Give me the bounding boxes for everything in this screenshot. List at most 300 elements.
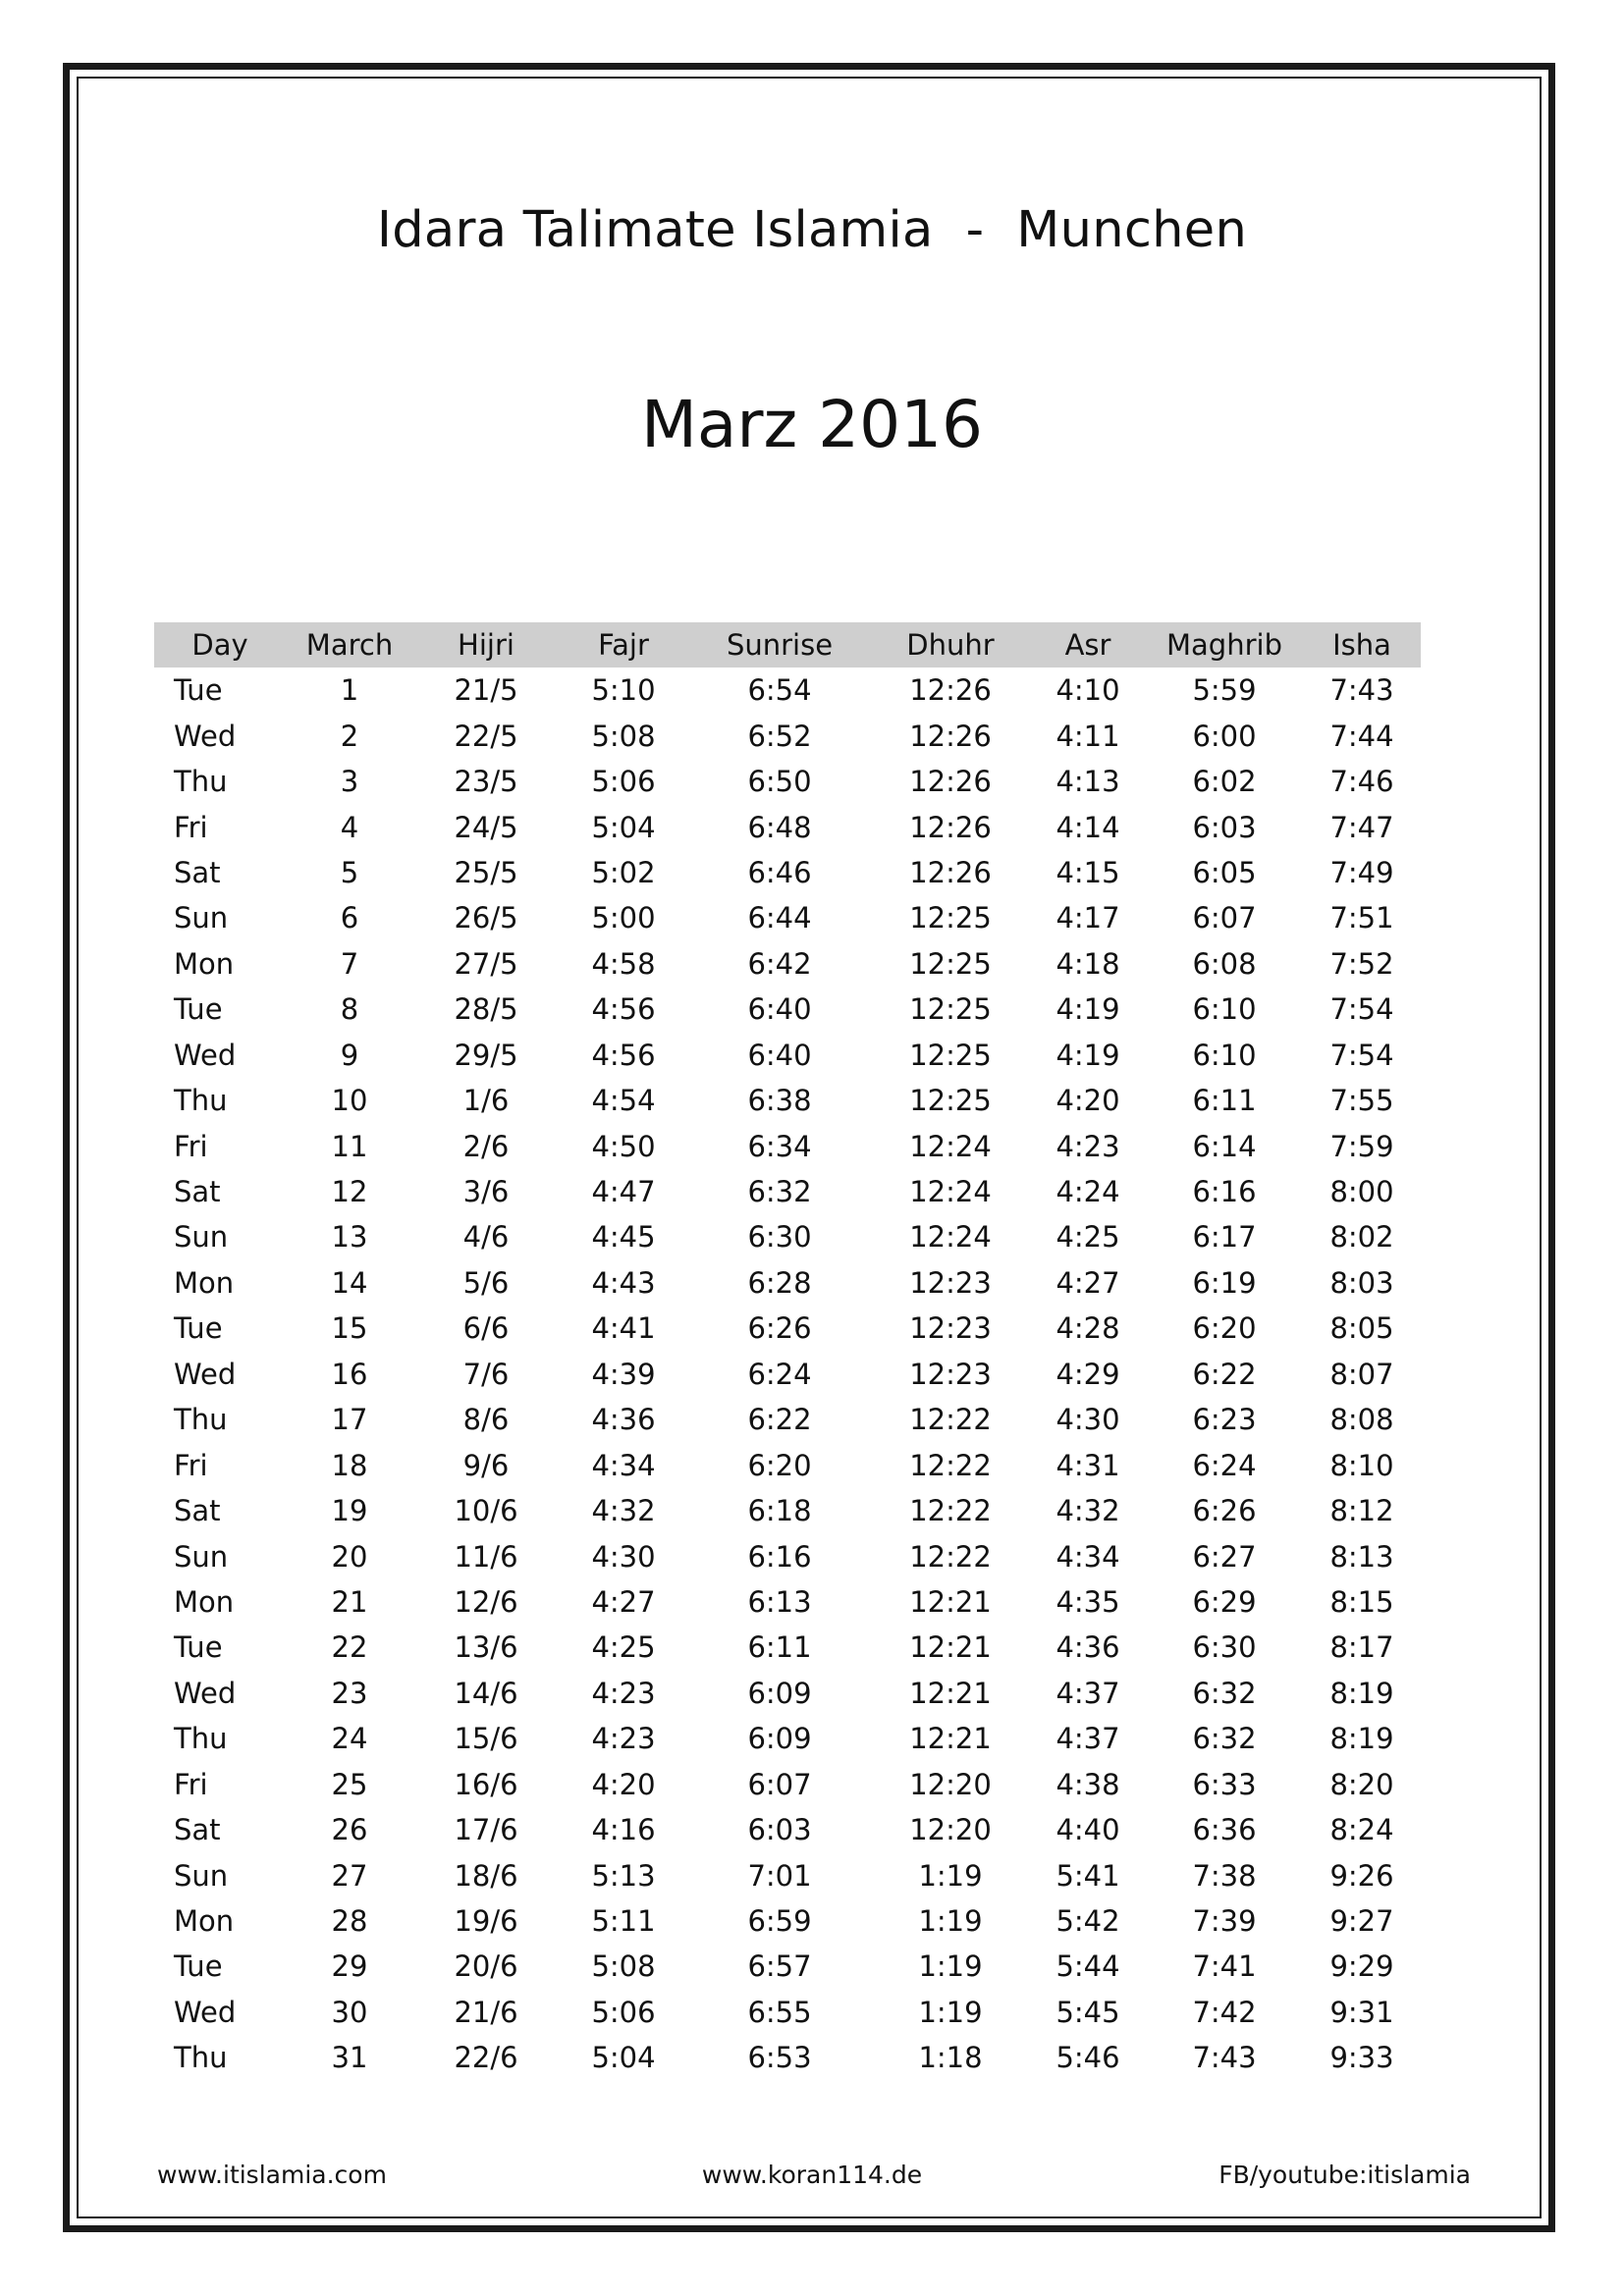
cell-maghrib: 6:24	[1192, 1448, 1257, 1482]
cell-maghrib: 6:07	[1192, 901, 1257, 935]
cell-fajr: 4:41	[591, 1311, 656, 1346]
table-row	[154, 2035, 1421, 2080]
cell-maghrib: 6:26	[1192, 1494, 1257, 1528]
cell-maghrib: 6:14	[1192, 1129, 1257, 1163]
cell-isha: 8:13	[1329, 1539, 1394, 1574]
table-row	[154, 1533, 1421, 1578]
cell-fajr: 5:08	[591, 1949, 656, 1984]
cell-dhuhr: 12:23	[909, 1357, 992, 1391]
cell-hijri: 12/6	[454, 1584, 518, 1619]
cell-asr: 4:24	[1056, 1175, 1120, 1209]
cell-sunrise: 6:22	[747, 1403, 812, 1437]
cell-day: Thu	[174, 1084, 228, 1118]
cell-hijri: 28/5	[454, 992, 518, 1027]
cell-isha: 7:55	[1329, 1084, 1394, 1118]
cell-fajr: 4:27	[591, 1584, 656, 1619]
cell-dhuhr: 12:21	[909, 1630, 992, 1665]
cell-isha: 8:24	[1329, 1813, 1394, 1847]
cell-asr: 5:42	[1056, 1904, 1120, 1939]
cell-day: Sun	[174, 1539, 229, 1574]
cell-sunrise: 6:18	[747, 1494, 812, 1528]
column-header-hijri: Hijri	[413, 622, 559, 667]
cell-hijri: 26/5	[454, 901, 518, 935]
cell-march: 18	[331, 1448, 368, 1482]
table-row	[154, 850, 1421, 895]
cell-asr: 4:10	[1056, 673, 1120, 708]
cell-dhuhr: 12:22	[909, 1539, 992, 1574]
cell-asr: 4:38	[1056, 1767, 1120, 1801]
table-row	[154, 713, 1421, 758]
cell-maghrib: 6:16	[1192, 1175, 1257, 1209]
cell-maghrib: 6:19	[1192, 1265, 1257, 1300]
footer-website-link[interactable]: www.itislamia.com	[157, 2161, 387, 2189]
cell-sunrise: 6:09	[747, 1676, 812, 1710]
cell-sunrise: 6:07	[747, 1767, 812, 1801]
cell-dhuhr: 12:23	[909, 1265, 992, 1300]
cell-day: Fri	[174, 810, 208, 844]
cell-dhuhr: 12:26	[909, 765, 992, 799]
table-row	[154, 1898, 1421, 1944]
cell-day: Thu	[174, 2041, 228, 2075]
cell-isha: 9:26	[1329, 1858, 1394, 1893]
cell-hijri: 16/6	[454, 1767, 518, 1801]
cell-dhuhr: 12:22	[909, 1494, 992, 1528]
cell-dhuhr: 12:25	[909, 946, 992, 981]
cell-day: Tue	[174, 1949, 223, 1984]
cell-dhuhr: 1:19	[918, 1858, 983, 1893]
cell-asr: 4:14	[1056, 810, 1120, 844]
cell-dhuhr: 12:26	[909, 855, 992, 889]
cell-asr: 4:37	[1056, 1722, 1120, 1756]
cell-isha: 8:08	[1329, 1403, 1394, 1437]
cell-asr: 4:19	[1056, 1038, 1120, 1072]
table-body	[154, 667, 1421, 2081]
table-row	[154, 1306, 1421, 1351]
cell-fajr: 4:23	[591, 1722, 656, 1756]
table-row	[154, 941, 1421, 987]
cell-sunrise: 6:40	[747, 992, 812, 1027]
cell-march: 8	[340, 992, 359, 1027]
cell-sunrise: 6:16	[747, 1539, 812, 1574]
cell-asr: 4:35	[1056, 1584, 1120, 1619]
cell-isha: 7:59	[1329, 1129, 1394, 1163]
cell-isha: 8:19	[1329, 1722, 1394, 1756]
cell-dhuhr: 12:22	[909, 1448, 992, 1482]
cell-march: 11	[331, 1129, 368, 1163]
cell-hijri: 22/6	[454, 2041, 518, 2075]
cell-isha: 8:02	[1329, 1220, 1394, 1255]
cell-day: Tue	[174, 992, 223, 1027]
cell-asr: 4:34	[1056, 1539, 1120, 1574]
cell-fajr: 4:58	[591, 946, 656, 981]
table-row	[154, 1762, 1421, 1807]
column-header-sunrise: Sunrise	[688, 622, 871, 667]
table-row	[154, 895, 1421, 940]
cell-dhuhr: 12:22	[909, 1403, 992, 1437]
cell-hijri: 23/5	[454, 765, 518, 799]
table-row	[154, 1944, 1421, 1989]
cell-isha: 7:44	[1329, 719, 1394, 753]
cell-march: 25	[331, 1767, 368, 1801]
cell-fajr: 4:30	[591, 1539, 656, 1574]
cell-fajr: 5:10	[591, 673, 656, 708]
cell-hijri: 8/6	[462, 1403, 510, 1437]
cell-march: 14	[331, 1265, 368, 1300]
cell-day: Thu	[174, 765, 228, 799]
table-row	[154, 1078, 1421, 1123]
cell-hijri: 15/6	[454, 1722, 518, 1756]
cell-asr: 5:46	[1056, 2041, 1120, 2075]
cell-day: Wed	[174, 1357, 237, 1391]
cell-maghrib: 6:32	[1192, 1722, 1257, 1756]
cell-fajr: 4:20	[591, 1767, 656, 1801]
table-row	[154, 1033, 1421, 1078]
cell-isha: 9:33	[1329, 2041, 1394, 2075]
cell-march: 28	[331, 1904, 368, 1939]
cell-hijri: 3/6	[462, 1175, 510, 1209]
cell-march: 17	[331, 1403, 368, 1437]
cell-hijri: 6/6	[462, 1311, 510, 1346]
cell-hijri: 14/6	[454, 1676, 518, 1710]
cell-fajr: 4:32	[591, 1494, 656, 1528]
cell-fajr: 5:11	[591, 1904, 656, 1939]
footer-social-handle: FB/youtube:itislamia	[1218, 2161, 1471, 2189]
cell-isha: 9:29	[1329, 1949, 1394, 1984]
cell-isha: 7:49	[1329, 855, 1394, 889]
cell-hijri: 19/6	[454, 1904, 518, 1939]
cell-march: 5	[340, 855, 359, 889]
cell-isha: 8:05	[1329, 1311, 1394, 1346]
cell-asr: 5:45	[1056, 1995, 1120, 2029]
cell-fajr: 4:16	[591, 1813, 656, 1847]
cell-asr: 5:44	[1056, 1949, 1120, 1984]
cell-dhuhr: 12:20	[909, 1767, 992, 1801]
cell-maghrib: 6:20	[1192, 1311, 1257, 1346]
cell-hijri: 20/6	[454, 1949, 518, 1984]
cell-fajr: 4:23	[591, 1676, 656, 1710]
cell-isha: 8:17	[1329, 1630, 1394, 1665]
cell-fajr: 5:00	[591, 901, 656, 935]
table-row	[154, 759, 1421, 804]
cell-sunrise: 6:50	[747, 765, 812, 799]
cell-sunrise: 6:26	[747, 1311, 812, 1346]
cell-day: Sun	[174, 1220, 229, 1255]
cell-march: 15	[331, 1311, 368, 1346]
cell-isha: 9:27	[1329, 1904, 1394, 1939]
cell-hijri: 24/5	[454, 810, 518, 844]
cell-fajr: 5:06	[591, 765, 656, 799]
column-header-day: Day	[154, 622, 286, 667]
cell-dhuhr: 12:25	[909, 1084, 992, 1118]
cell-day: Sun	[174, 1858, 229, 1893]
cell-isha: 7:54	[1329, 992, 1394, 1027]
cell-sunrise: 6:57	[747, 1949, 812, 1984]
cell-maghrib: 6:02	[1192, 765, 1257, 799]
cell-march: 13	[331, 1220, 368, 1255]
cell-hijri: 4/6	[462, 1220, 510, 1255]
cell-isha: 7:47	[1329, 810, 1394, 844]
column-header-asr: Asr	[1030, 622, 1146, 667]
cell-fajr: 5:02	[591, 855, 656, 889]
cell-sunrise: 6:55	[747, 1995, 812, 2029]
cell-asr: 4:18	[1056, 946, 1120, 981]
cell-asr: 4:17	[1056, 901, 1120, 935]
cell-asr: 4:40	[1056, 1813, 1120, 1847]
cell-sunrise: 6:59	[747, 1904, 812, 1939]
cell-maghrib: 6:08	[1192, 946, 1257, 981]
cell-dhuhr: 12:26	[909, 673, 992, 708]
cell-sunrise: 7:01	[747, 1858, 812, 1893]
cell-hijri: 21/5	[454, 673, 518, 708]
cell-asr: 4:20	[1056, 1084, 1120, 1118]
cell-maghrib: 6:17	[1192, 1220, 1257, 1255]
cell-march: 23	[331, 1676, 368, 1710]
cell-day: Tue	[174, 1630, 223, 1665]
cell-march: 29	[331, 1949, 368, 1984]
table-row	[154, 1260, 1421, 1306]
cell-isha: 7:52	[1329, 946, 1394, 981]
cell-march: 30	[331, 1995, 368, 2029]
table-row	[154, 1488, 1421, 1533]
cell-maghrib: 6:10	[1192, 1038, 1257, 1072]
cell-hijri: 25/5	[454, 855, 518, 889]
cell-day: Mon	[174, 1265, 235, 1300]
cell-sunrise: 6:13	[747, 1584, 812, 1619]
cell-asr: 4:28	[1056, 1311, 1120, 1346]
cell-hijri: 27/5	[454, 946, 518, 981]
cell-asr: 4:19	[1056, 992, 1120, 1027]
table-row	[154, 1671, 1421, 1716]
cell-dhuhr: 1:19	[918, 1949, 983, 1984]
cell-fajr: 4:50	[591, 1129, 656, 1163]
cell-day: Sun	[174, 901, 229, 935]
cell-sunrise: 6:46	[747, 855, 812, 889]
cell-day: Wed	[174, 1676, 237, 1710]
cell-march: 20	[331, 1539, 368, 1574]
cell-dhuhr: 12:21	[909, 1722, 992, 1756]
cell-hijri: 13/6	[454, 1630, 518, 1665]
cell-fajr: 5:13	[591, 1858, 656, 1893]
column-header-march: March	[286, 622, 413, 667]
cell-dhuhr: 12:21	[909, 1676, 992, 1710]
table-row	[154, 1625, 1421, 1670]
cell-day: Mon	[174, 1904, 235, 1939]
cell-hijri: 7/6	[462, 1357, 510, 1391]
cell-hijri: 9/6	[462, 1448, 510, 1482]
cell-asr: 4:25	[1056, 1220, 1120, 1255]
cell-day: Tue	[174, 1311, 223, 1346]
cell-dhuhr: 12:24	[909, 1220, 992, 1255]
cell-day: Fri	[174, 1448, 208, 1482]
table-row	[154, 804, 1421, 849]
cell-isha: 8:00	[1329, 1175, 1394, 1209]
cell-asr: 4:29	[1056, 1357, 1120, 1391]
cell-hijri: 29/5	[454, 1038, 518, 1072]
cell-asr: 4:27	[1056, 1265, 1120, 1300]
cell-sunrise: 6:30	[747, 1220, 812, 1255]
cell-maghrib: 6:03	[1192, 810, 1257, 844]
cell-asr: 4:37	[1056, 1676, 1120, 1710]
column-header-isha: Isha	[1303, 622, 1421, 667]
cell-isha: 8:12	[1329, 1494, 1394, 1528]
column-header-dhuhr: Dhuhr	[871, 622, 1030, 667]
cell-sunrise: 6:09	[747, 1722, 812, 1756]
cell-isha: 7:51	[1329, 901, 1394, 935]
cell-maghrib: 6:00	[1192, 719, 1257, 753]
cell-march: 4	[340, 810, 359, 844]
cell-hijri: 21/6	[454, 1995, 518, 2029]
cell-isha: 9:31	[1329, 1995, 1394, 2029]
cell-hijri: 5/6	[462, 1265, 510, 1300]
cell-maghrib: 7:43	[1192, 2041, 1257, 2075]
cell-march: 7	[340, 946, 359, 981]
cell-asr: 4:31	[1056, 1448, 1120, 1482]
cell-fajr: 4:34	[591, 1448, 656, 1482]
cell-fajr: 4:45	[591, 1220, 656, 1255]
cell-sunrise: 6:40	[747, 1038, 812, 1072]
cell-isha: 8:15	[1329, 1584, 1394, 1619]
cell-maghrib: 6:27	[1192, 1539, 1257, 1574]
cell-dhuhr: 12:25	[909, 992, 992, 1027]
cell-march: 21	[331, 1584, 368, 1619]
cell-day: Fri	[174, 1767, 208, 1801]
cell-day: Mon	[174, 946, 235, 981]
cell-maghrib: 6:36	[1192, 1813, 1257, 1847]
cell-day: Sat	[174, 1494, 221, 1528]
cell-march: 27	[331, 1858, 368, 1893]
table-row	[154, 987, 1421, 1032]
cell-asr: 4:30	[1056, 1403, 1120, 1437]
cell-dhuhr: 12:23	[909, 1311, 992, 1346]
cell-dhuhr: 1:19	[918, 1995, 983, 2029]
cell-dhuhr: 12:21	[909, 1584, 992, 1619]
cell-hijri: 11/6	[454, 1539, 518, 1574]
cell-march: 9	[340, 1038, 359, 1072]
cell-sunrise: 6:44	[747, 901, 812, 935]
cell-hijri: 18/6	[454, 1858, 518, 1893]
cell-day: Fri	[174, 1129, 208, 1163]
cell-fajr: 4:43	[591, 1265, 656, 1300]
table-row	[154, 1442, 1421, 1487]
cell-asr: 4:23	[1056, 1129, 1120, 1163]
cell-sunrise: 6:54	[747, 673, 812, 708]
cell-sunrise: 6:34	[747, 1129, 812, 1163]
cell-isha: 8:03	[1329, 1265, 1394, 1300]
table-row	[154, 1990, 1421, 2035]
cell-sunrise: 6:28	[747, 1265, 812, 1300]
cell-hijri: 2/6	[462, 1129, 510, 1163]
cell-fajr: 4:39	[591, 1357, 656, 1391]
cell-day: Sat	[174, 1175, 221, 1209]
cell-hijri: 17/6	[454, 1813, 518, 1847]
cell-maghrib: 6:23	[1192, 1403, 1257, 1437]
table-row	[154, 1214, 1421, 1259]
cell-sunrise: 6:42	[747, 946, 812, 981]
cell-fajr: 4:25	[591, 1630, 656, 1665]
table-row	[154, 1579, 1421, 1625]
cell-sunrise: 6:32	[747, 1175, 812, 1209]
column-header-fajr: Fajr	[559, 622, 688, 667]
cell-fajr: 5:04	[591, 2041, 656, 2075]
cell-isha: 7:46	[1329, 765, 1394, 799]
table-row	[154, 1352, 1421, 1397]
table-row	[154, 1169, 1421, 1214]
cell-maghrib: 6:33	[1192, 1767, 1257, 1801]
cell-day: Wed	[174, 1995, 237, 2029]
cell-asr: 4:15	[1056, 855, 1120, 889]
cell-dhuhr: 12:20	[909, 1813, 992, 1847]
table-row	[154, 1716, 1421, 1761]
cell-hijri: 22/5	[454, 719, 518, 753]
cell-dhuhr: 12:24	[909, 1129, 992, 1163]
cell-march: 6	[340, 901, 359, 935]
cell-day: Tue	[174, 673, 223, 708]
cell-maghrib: 6:22	[1192, 1357, 1257, 1391]
cell-march: 22	[331, 1630, 368, 1665]
cell-maghrib: 6:10	[1192, 992, 1257, 1027]
table-row	[154, 667, 1421, 713]
cell-day: Thu	[174, 1722, 228, 1756]
cell-maghrib: 5:59	[1192, 673, 1257, 708]
cell-sunrise: 6:03	[747, 1813, 812, 1847]
cell-isha: 7:54	[1329, 1038, 1394, 1072]
cell-march: 1	[340, 673, 359, 708]
table-row	[154, 1397, 1421, 1442]
cell-maghrib: 6:30	[1192, 1630, 1257, 1665]
cell-fajr: 5:08	[591, 719, 656, 753]
cell-day: Wed	[174, 719, 237, 753]
cell-march: 12	[331, 1175, 368, 1209]
table-row	[154, 1123, 1421, 1168]
cell-maghrib: 6:29	[1192, 1584, 1257, 1619]
cell-maghrib: 6:11	[1192, 1084, 1257, 1118]
cell-sunrise: 6:38	[747, 1084, 812, 1118]
cell-march: 26	[331, 1813, 368, 1847]
cell-asr: 4:36	[1056, 1630, 1120, 1665]
cell-asr: 4:11	[1056, 719, 1120, 753]
cell-sunrise: 6:48	[747, 810, 812, 844]
table-header-row	[154, 622, 1421, 667]
footer-koran-link[interactable]: www.koran114.de	[701, 2161, 923, 2189]
cell-day: Mon	[174, 1584, 235, 1619]
cell-march: 31	[331, 2041, 368, 2075]
cell-fajr: 4:47	[591, 1175, 656, 1209]
cell-dhuhr: 12:24	[909, 1175, 992, 1209]
cell-maghrib: 7:41	[1192, 1949, 1257, 1984]
cell-maghrib: 7:42	[1192, 1995, 1257, 2029]
cell-maghrib: 6:05	[1192, 855, 1257, 889]
cell-dhuhr: 12:25	[909, 1038, 992, 1072]
cell-maghrib: 7:39	[1192, 1904, 1257, 1939]
cell-isha: 8:20	[1329, 1767, 1394, 1801]
cell-asr: 4:13	[1056, 765, 1120, 799]
cell-dhuhr: 1:19	[918, 1904, 983, 1939]
cell-march: 3	[340, 765, 359, 799]
cell-march: 10	[331, 1084, 368, 1118]
cell-sunrise: 6:24	[747, 1357, 812, 1391]
cell-asr: 5:41	[1056, 1858, 1120, 1893]
cell-fajr: 5:06	[591, 1995, 656, 2029]
cell-fajr: 4:56	[591, 1038, 656, 1072]
cell-fajr: 5:04	[591, 810, 656, 844]
cell-march: 2	[340, 719, 359, 753]
cell-march: 16	[331, 1357, 368, 1391]
cell-isha: 8:07	[1329, 1357, 1394, 1391]
cell-fajr: 4:56	[591, 992, 656, 1027]
cell-sunrise: 6:20	[747, 1448, 812, 1482]
cell-march: 19	[331, 1494, 368, 1528]
cell-dhuhr: 12:25	[909, 901, 992, 935]
